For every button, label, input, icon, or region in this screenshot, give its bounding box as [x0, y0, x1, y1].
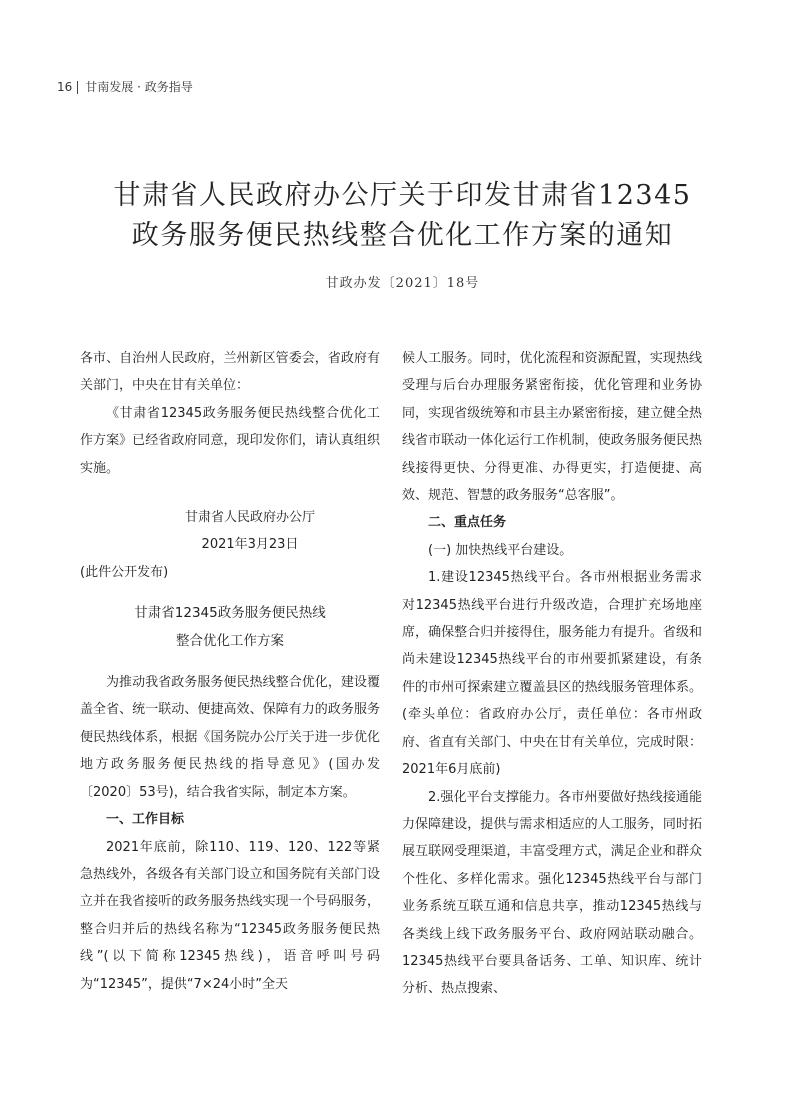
- plan-intro: 为推动我省政务服务便民热线整合优化，建设覆盖全省、统一联动、便捷高效、保障有力的政务服务便民热线体系，根据《国务院办公厅关于进一步优化地方政务服务便民热线的指导意见》(国办发〔2020〕53号)，结合我省实际，制定本方案。: [80, 675, 380, 800]
- publish-note: (此件公开发布): [80, 564, 169, 580]
- task-1-paragraph: 1.建设12345热线平台。各市州根据业务需求对12345热线平台进行升级改造，合理扩充场地座席，确保整合归并接得住，服务能力有提升。省级和尚未建设12345热线平台的市州要抓紧建设，有条件的市州可探索建立覆盖县区的热线服务管理体系。(牵头单位：省政府办公厅，责任单位：各市州政府、省直有关部门、中央在甘有关单位，完成时限：2021年6月底前): [402, 570, 702, 778]
- header-divider: [77, 81, 78, 94]
- section-heading-goals: 一、工作目标: [106, 812, 185, 828]
- page-number: 16: [57, 80, 73, 94]
- title-line-1: 甘肃省人民政府办公厅关于印发甘肃省12345: [113, 180, 692, 211]
- document-title: [60, 176, 745, 256]
- signature-org: 甘肃省人民政府办公厅: [184, 510, 315, 526]
- page-header: [57, 78, 193, 96]
- addressee: 各市、自治州人民政府，兰州新区管委会，省政府有关部门，中央在甘有关单位：: [80, 351, 380, 394]
- section-heading-tasks: 二、重点任务: [428, 515, 507, 531]
- subheading-platform: (一) 加快热线平台建设。: [428, 542, 573, 558]
- plan-title-line-1: 甘肃省12345政务服务便民热线: [134, 605, 326, 622]
- signature-date: 2021年3月23日: [201, 537, 299, 553]
- title-line-2: 政务服务便民热线整合优化工作方案的通知: [131, 220, 674, 251]
- section-name: 甘南发展 · 政务指导: [85, 80, 193, 94]
- left-column: [80, 345, 380, 998]
- notice-intro: 《甘肃省12345政务服务便民热线整合优化工作方案》已经省政府同意，现印发你们，请认真组织实施。: [80, 405, 380, 476]
- document-number: 甘政办发〔2021〕18号: [325, 276, 480, 291]
- task-2-paragraph: 2.强化平台支撑能力。各市州要做好热线接通能力保障建设，提供与需求相适应的人工服务，同时拓展互联网受理渠道，丰富受理方式，满足企业和群众个性化、多样化需求。强化12345热线平台与部门业务系统互联互通和信息共享，推动12345热线与各类线上线下政务服务平台、政府网站联动融合。12345热线平台要具备话务、工单、知识库、统计分析、热点搜索、: [402, 789, 702, 997]
- continued-paragraph: 候人工服务。同时，优化流程和资源配置，实现热线受理与后台办理服务紧密衔接，优化管理和业务协同，实现省级统筹和市县主办紧密衔接，建立健全热线省市联动一体化运行工作机制，使政务服务便民热线接得更快、分得更准、办得更实，打造便捷、高效、规范、智慧的政务服务“总客服”。: [402, 351, 702, 504]
- goal-paragraph: 2021年底前，除110、119、120、122等紧急热线外，各级各有关部门设立和国务院有关部门设立并在我省接听的政务服务热线实现一个号码服务，整合归并后的热线名称为“12345政务服务便民热线”(以下简称12345热线)，语音呼叫号码为“12345”，提供“7×24小时”全天: [80, 839, 380, 992]
- plan-title-line-2: 整合优化工作方案: [176, 632, 284, 649]
- right-column: [402, 345, 702, 1003]
